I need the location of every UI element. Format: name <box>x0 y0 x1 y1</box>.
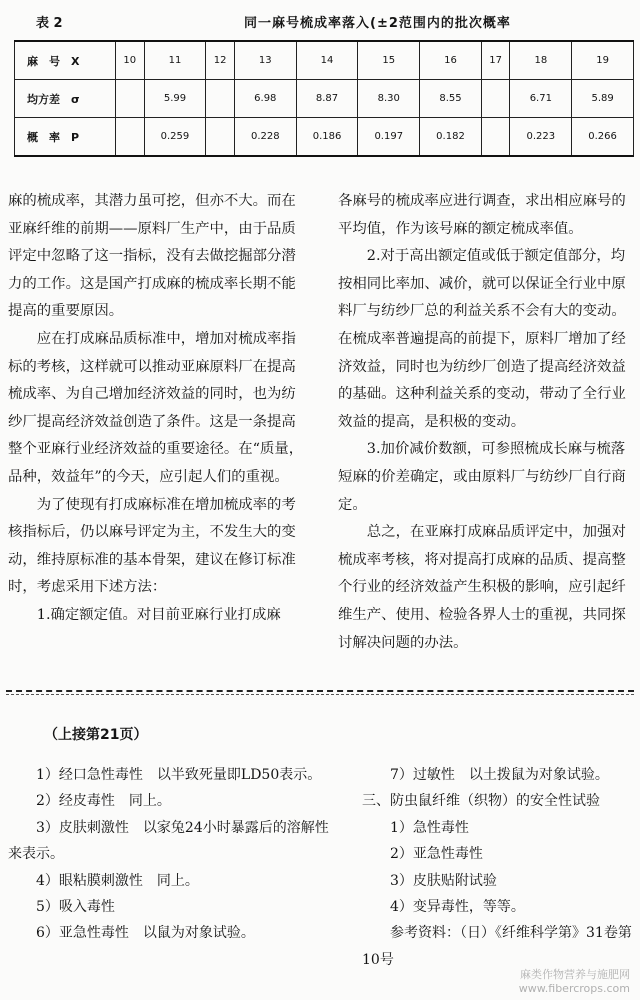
row-header: 均方差 σ <box>15 80 116 118</box>
table-row <box>15 80 634 118</box>
right-text-column <box>338 188 634 657</box>
table-cell: 13 <box>234 41 296 80</box>
paragraph: 各麻号的梳成率应进行调查，求出相应麻号的平均值，作为该号麻的额定梳成率值。 <box>338 193 626 237</box>
row-header: 麻 号 X <box>15 41 116 80</box>
table-cell <box>481 118 510 157</box>
table-cell: 8.30 <box>358 80 420 118</box>
list-item: 5）吸入毒性 <box>36 899 115 916</box>
table-cell <box>116 80 145 118</box>
table-cell <box>481 80 510 118</box>
table-cell: 0.228 <box>234 118 296 157</box>
paragraph: 应在打成麻品质标准中，增加对梳成率指标的考核，这样就可以推动亚麻原料厂在提高梳成率、为自己增加经济效益的同时，也为纺纱厂提高经济效益创造了条件。这是一条提高整个亚麻行业经济效益的重要途径。在“质量，品种，效益年”的今天，应引起人们的重视。 <box>8 330 304 485</box>
bottom-left-list <box>8 762 338 947</box>
list-item: 4）眼粘膜刺激性 同上。 <box>36 872 199 889</box>
table-cell: 17 <box>481 41 510 80</box>
table-title: 同一麻号梳成率落入(±2范围内的批次概率 <box>244 16 511 31</box>
section-divider <box>6 690 634 692</box>
left-text-column <box>8 188 308 630</box>
list-item: 3）皮肤刺激性 以家兔24小时暴露后的溶解性来表示。 <box>8 819 329 863</box>
probability-table <box>14 40 634 157</box>
list-item: 3）皮肤贴附试验 <box>390 872 497 889</box>
row-header: 概 率 P <box>15 118 116 157</box>
list-item: 6）亚急性毒性 以鼠为对象试验。 <box>36 925 255 942</box>
table-row <box>15 41 634 80</box>
table-cell: 16 <box>420 41 482 80</box>
table-cell: 8.87 <box>296 80 358 118</box>
paragraph: 麻的梳成率，其潜力虽可挖，但亦不大。而在亚麻纤维的前期——原料厂生产中，由于品质评定中忽略了这一指标，没有去做挖掘部分潜力的工作。这是国产打成麻的梳成率长期不能提高的重要原因。 <box>8 193 296 320</box>
paragraph: 1.确定额定值。对目前亚麻行业打成麻 <box>36 606 281 623</box>
table-cell: 19 <box>572 41 634 80</box>
table-cell <box>206 80 235 118</box>
table-caption <box>14 10 626 32</box>
table-cell: 14 <box>296 41 358 80</box>
reference-note: 参考资料：（日）《纤维科学第》31卷第10号 <box>362 925 632 968</box>
list-item: 4）变异毒性，等等。 <box>390 899 525 916</box>
table-cell: 11 <box>144 41 206 80</box>
table-cell: 5.89 <box>572 80 634 118</box>
paragraph: 3.加价减价数额，可参照梳成长麻与梳落短麻的价差确定，或由原料厂与纺纱厂自行商定。 <box>338 441 626 513</box>
list-item: 1）经口急性毒性 以半致死量即LD50表示。 <box>36 767 322 783</box>
table-cell: 6.71 <box>510 80 572 118</box>
table-cell: 18 <box>510 41 572 80</box>
list-item: 7）过敏性 以土拨鼠为对象试验。 <box>390 767 609 783</box>
list-item: 2）亚急性毒性 <box>390 846 483 863</box>
table-cell: 15 <box>358 41 420 80</box>
table-cell <box>206 118 235 157</box>
paragraph: 总之，在亚麻打成麻品质评定中，加强对梳成率考核，将对提高打成麻的品质、提高整个行业的经济效益产生积极的影响，应引起纤维生产、使用、检验各界人士的重视，共同探讨解决问题的办法。 <box>338 524 626 651</box>
table-cell: 6.98 <box>234 80 296 118</box>
table-cell: 0.197 <box>358 118 420 157</box>
paragraph: 为了使现有打成麻标准在增加梳成率的考核指标后，仍以麻号评定为主，不发生大的变动，维持原标准的基本骨架，建议在修订标准时，考虑采用下述方法： <box>8 496 296 596</box>
table-label: 表 2 <box>36 16 63 31</box>
table-cell: 0.223 <box>510 118 572 157</box>
table-cell: 0.186 <box>296 118 358 157</box>
table-row <box>15 118 634 157</box>
table-cell: 8.55 <box>420 80 482 118</box>
table-cell <box>116 118 145 157</box>
table-cell: 0.182 <box>420 118 482 157</box>
list-item: 1）急性毒性 <box>390 819 469 836</box>
table-cell: 10 <box>116 41 145 80</box>
bottom-right-list <box>362 762 632 973</box>
section-heading: 三、防虫鼠纤维（织物）的安全性试验 <box>362 793 600 810</box>
table-cell: 12 <box>206 41 235 80</box>
watermark-line: 麻类作物营养与施肥网 <box>520 968 630 981</box>
table-cell: 5.99 <box>144 80 206 118</box>
site-watermark <box>519 968 630 996</box>
list-item: 2）经皮毒性 同上。 <box>36 793 171 810</box>
table-cell: 0.266 <box>572 118 634 157</box>
continued-from-label: （上接第21页） <box>44 727 148 743</box>
watermark-line: www.fibercrops.com <box>518 982 630 995</box>
section-divider <box>6 694 634 695</box>
paragraph: 2.对于高出额定值或低于额定值部分，均按相同比率加、减价，就可以保证全行业中原料厂与纺纱厂总的利益关系不会有大的变动。在梳成率普遍提高的前提下，原料厂增加了经济效益，同时也为纺纱厂创造了提高经济效益的基础。这种利益关系的变动，带动了全行业效益的提高，是积极的变动。 <box>338 248 626 430</box>
table-cell: 0.259 <box>144 118 206 157</box>
